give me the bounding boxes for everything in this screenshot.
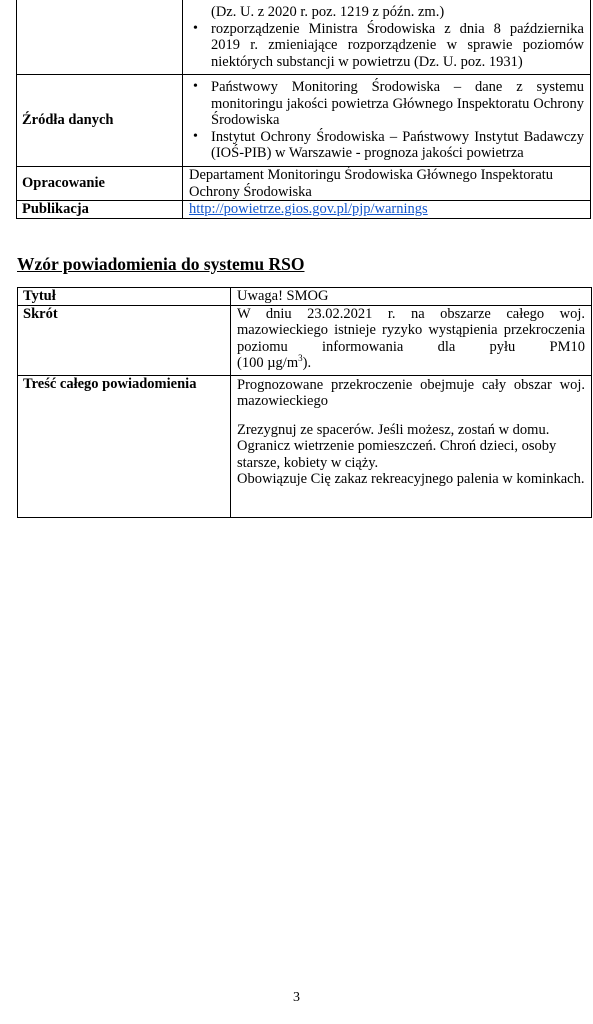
legal-basis-list [189, 4, 584, 70]
list-item: • rozporządzenie Ministra Środowiska z dnia 8 października 2019 r. zmieniające rozporządzenie w sprawie poziomów niektórych substancji w powietrzu (Dz. U. poz. 1931) [189, 21, 584, 71]
content-value [231, 375, 592, 517]
table-row [18, 305, 592, 375]
list-item: (Dz. U. z 2020 r. poz. 1219 z późn. zm.) [211, 4, 445, 20]
row-label-empty [17, 0, 183, 75]
publication-cell [183, 201, 591, 219]
title-label: Tytuł [18, 288, 231, 306]
list-item: • Państwowy Monitoring Środowiska – dane z systemu monitoringu jakości powietrza Głównego Inspektoratu Ochrony Środowiska [189, 79, 584, 129]
summary-value [231, 305, 592, 375]
table-row [17, 75, 591, 167]
content-paragraph-2: Zrezygnuj ze spacerów. Jeśli możesz, zostań w domu. Ogranicz wietrzenie pomieszczeń. Chroń dzieci, osoby starsze, kobiety w ciąży. [237, 421, 557, 471]
table-row [18, 288, 592, 306]
publication-label: Publikacja [17, 201, 183, 219]
data-sources-cell [183, 75, 591, 167]
table-row [18, 375, 592, 517]
legal-basis-cell [183, 0, 591, 75]
table-row [17, 0, 591, 75]
data-sources-table [16, 0, 591, 219]
data-sources-label: Źródła danych [17, 75, 183, 167]
unit-prefix: (100 µg/m [237, 355, 299, 371]
rso-template-table [17, 287, 592, 518]
table-row [17, 201, 591, 219]
data-sources-list [189, 79, 584, 162]
content-paragraph-1: Prognozowane przekroczenie obejmuje cały obszar woj. mazowieckiego [237, 376, 585, 409]
title-value: Uwaga! SMOG [231, 288, 592, 306]
publication-link[interactable]: http://powietrze.gios.gov.pl/pjp/warnings [189, 201, 428, 218]
summary-label: Skrót [18, 305, 231, 375]
summary-unit [237, 355, 585, 372]
section-heading: Wzór powiadomienia do systemu RSO [17, 254, 305, 274]
page-number: 3 [293, 990, 300, 1005]
content-paragraph-3: Obowiązuje Cię zakaz rekreacyjnego palenia w kominkach. [237, 471, 585, 487]
table-row [17, 167, 591, 201]
prepared-by-label: Opracowanie [17, 167, 183, 201]
summary-text: W dniu 23.02.2021 r. na obszarze całego woj. mazowieckiego istnieje ryzyko wystąpienia przekroczenia poziomu informowania dla pyłu PM10 [237, 305, 585, 355]
list-item: • Instytut Ochrony Środowiska – Państwowy Instytut Badawczy (IOŚ-PIB) w Warszawie - prognoza jakości powietrza [189, 129, 584, 162]
unit-suffix: ). [302, 355, 312, 371]
unit-superscript: 3 [298, 353, 303, 364]
content-label: Treść całego powiadomienia [18, 375, 231, 517]
prepared-by-value: Departament Monitoringu Środowiska Głównego Inspektoratu Ochrony Środowiska [183, 167, 591, 201]
